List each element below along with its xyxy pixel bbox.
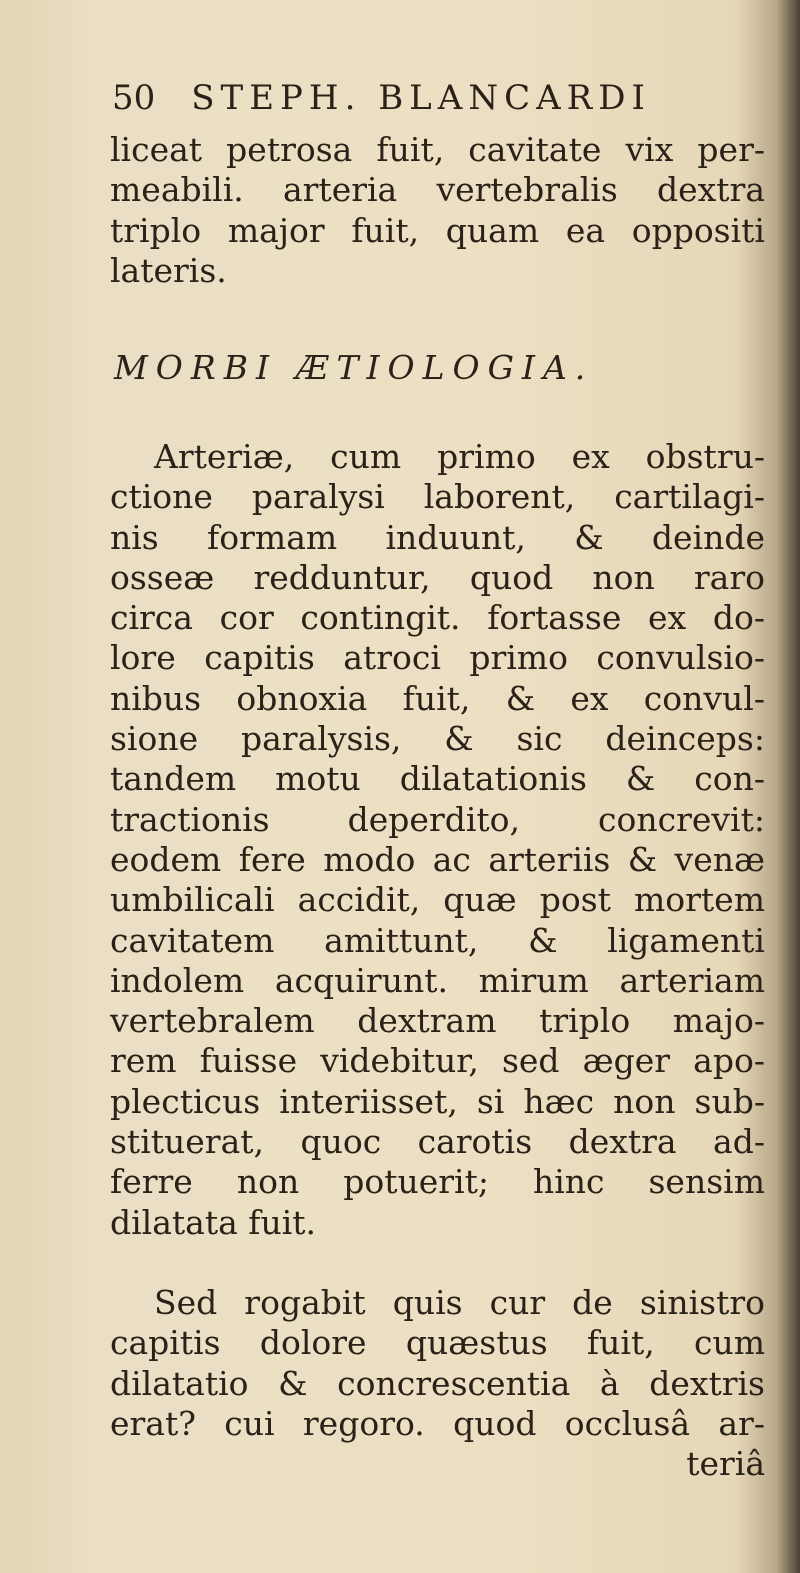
text-line: Sed rogabit quis cur de sinistro: [154, 1283, 765, 1322]
text-line: tandem motu dilatationis & con-: [110, 759, 765, 799]
text-line: ferre non potuerit; hinc sensim: [110, 1162, 765, 1202]
top-paragraph: [110, 130, 765, 291]
catchword: teriâ: [686, 1444, 765, 1484]
text-line: nibus obnoxia fuit, & ex convul-: [110, 678, 765, 718]
text-line: dilatata fuit.: [110, 1202, 317, 1242]
text-line: stituerat, quoc carotis dextra ad-: [110, 1122, 765, 1162]
text-line: sione paralysis, & sic deinceps:: [110, 719, 765, 759]
text-line: cavitatem amittunt, & ligamenti: [110, 920, 765, 960]
text-line: lore capitis atroci primo convulsio-: [110, 638, 765, 678]
text-line: Arteriæ, cum primo ex obstru-: [154, 437, 765, 476]
text-line: capitis dolore quæstus fuit, cum: [110, 1323, 765, 1363]
text-line: liceat petrosa fuit, cavitate vix per-: [110, 130, 765, 169]
text-line: erat? cui regoro. quod occlusâ ar-: [110, 1403, 765, 1443]
text-line: tractionis deperdito, concrevit:: [110, 799, 765, 839]
page-number: 50: [112, 78, 156, 118]
text-line: vertebralem dextram triplo majo-: [110, 1001, 765, 1041]
text-line: plecticus interiisset, si hæc non sub-: [110, 1081, 765, 1121]
text-line: nis formam induunt, & deinde: [110, 517, 765, 557]
text-line: eodem fere modo ac arteriis & venæ: [110, 839, 765, 879]
text-line: osseæ redduntur, quod non raro: [110, 557, 765, 597]
text-line: meabili. arteria vertebralis dextra: [110, 170, 765, 210]
running-title: STEPH. BLANCARDI: [191, 78, 651, 118]
text-line: umbilicali accidit, quæ post mortem: [110, 880, 765, 920]
section-heading: MORBI ÆTIOLOGIA.: [114, 348, 594, 387]
text-line: dilatatio & concrescentia à dextris: [110, 1363, 765, 1403]
paragraph-2: [110, 1283, 765, 1484]
text-line: circa cor contingit. fortasse ex do-: [110, 598, 765, 638]
text-line: triplo major fuit, quam ea oppositi: [110, 210, 765, 250]
text-line: rem fuisse videbitur, sed æger apo-: [110, 1041, 765, 1081]
text-line: ctione paralysi laborent, cartilagi-: [110, 477, 765, 517]
text-line: indolem acquirunt. mirum arteriam: [110, 960, 765, 1000]
paragraph-1: [110, 437, 765, 1243]
text-line: lateris.: [110, 250, 227, 290]
running-header: [112, 78, 752, 134]
